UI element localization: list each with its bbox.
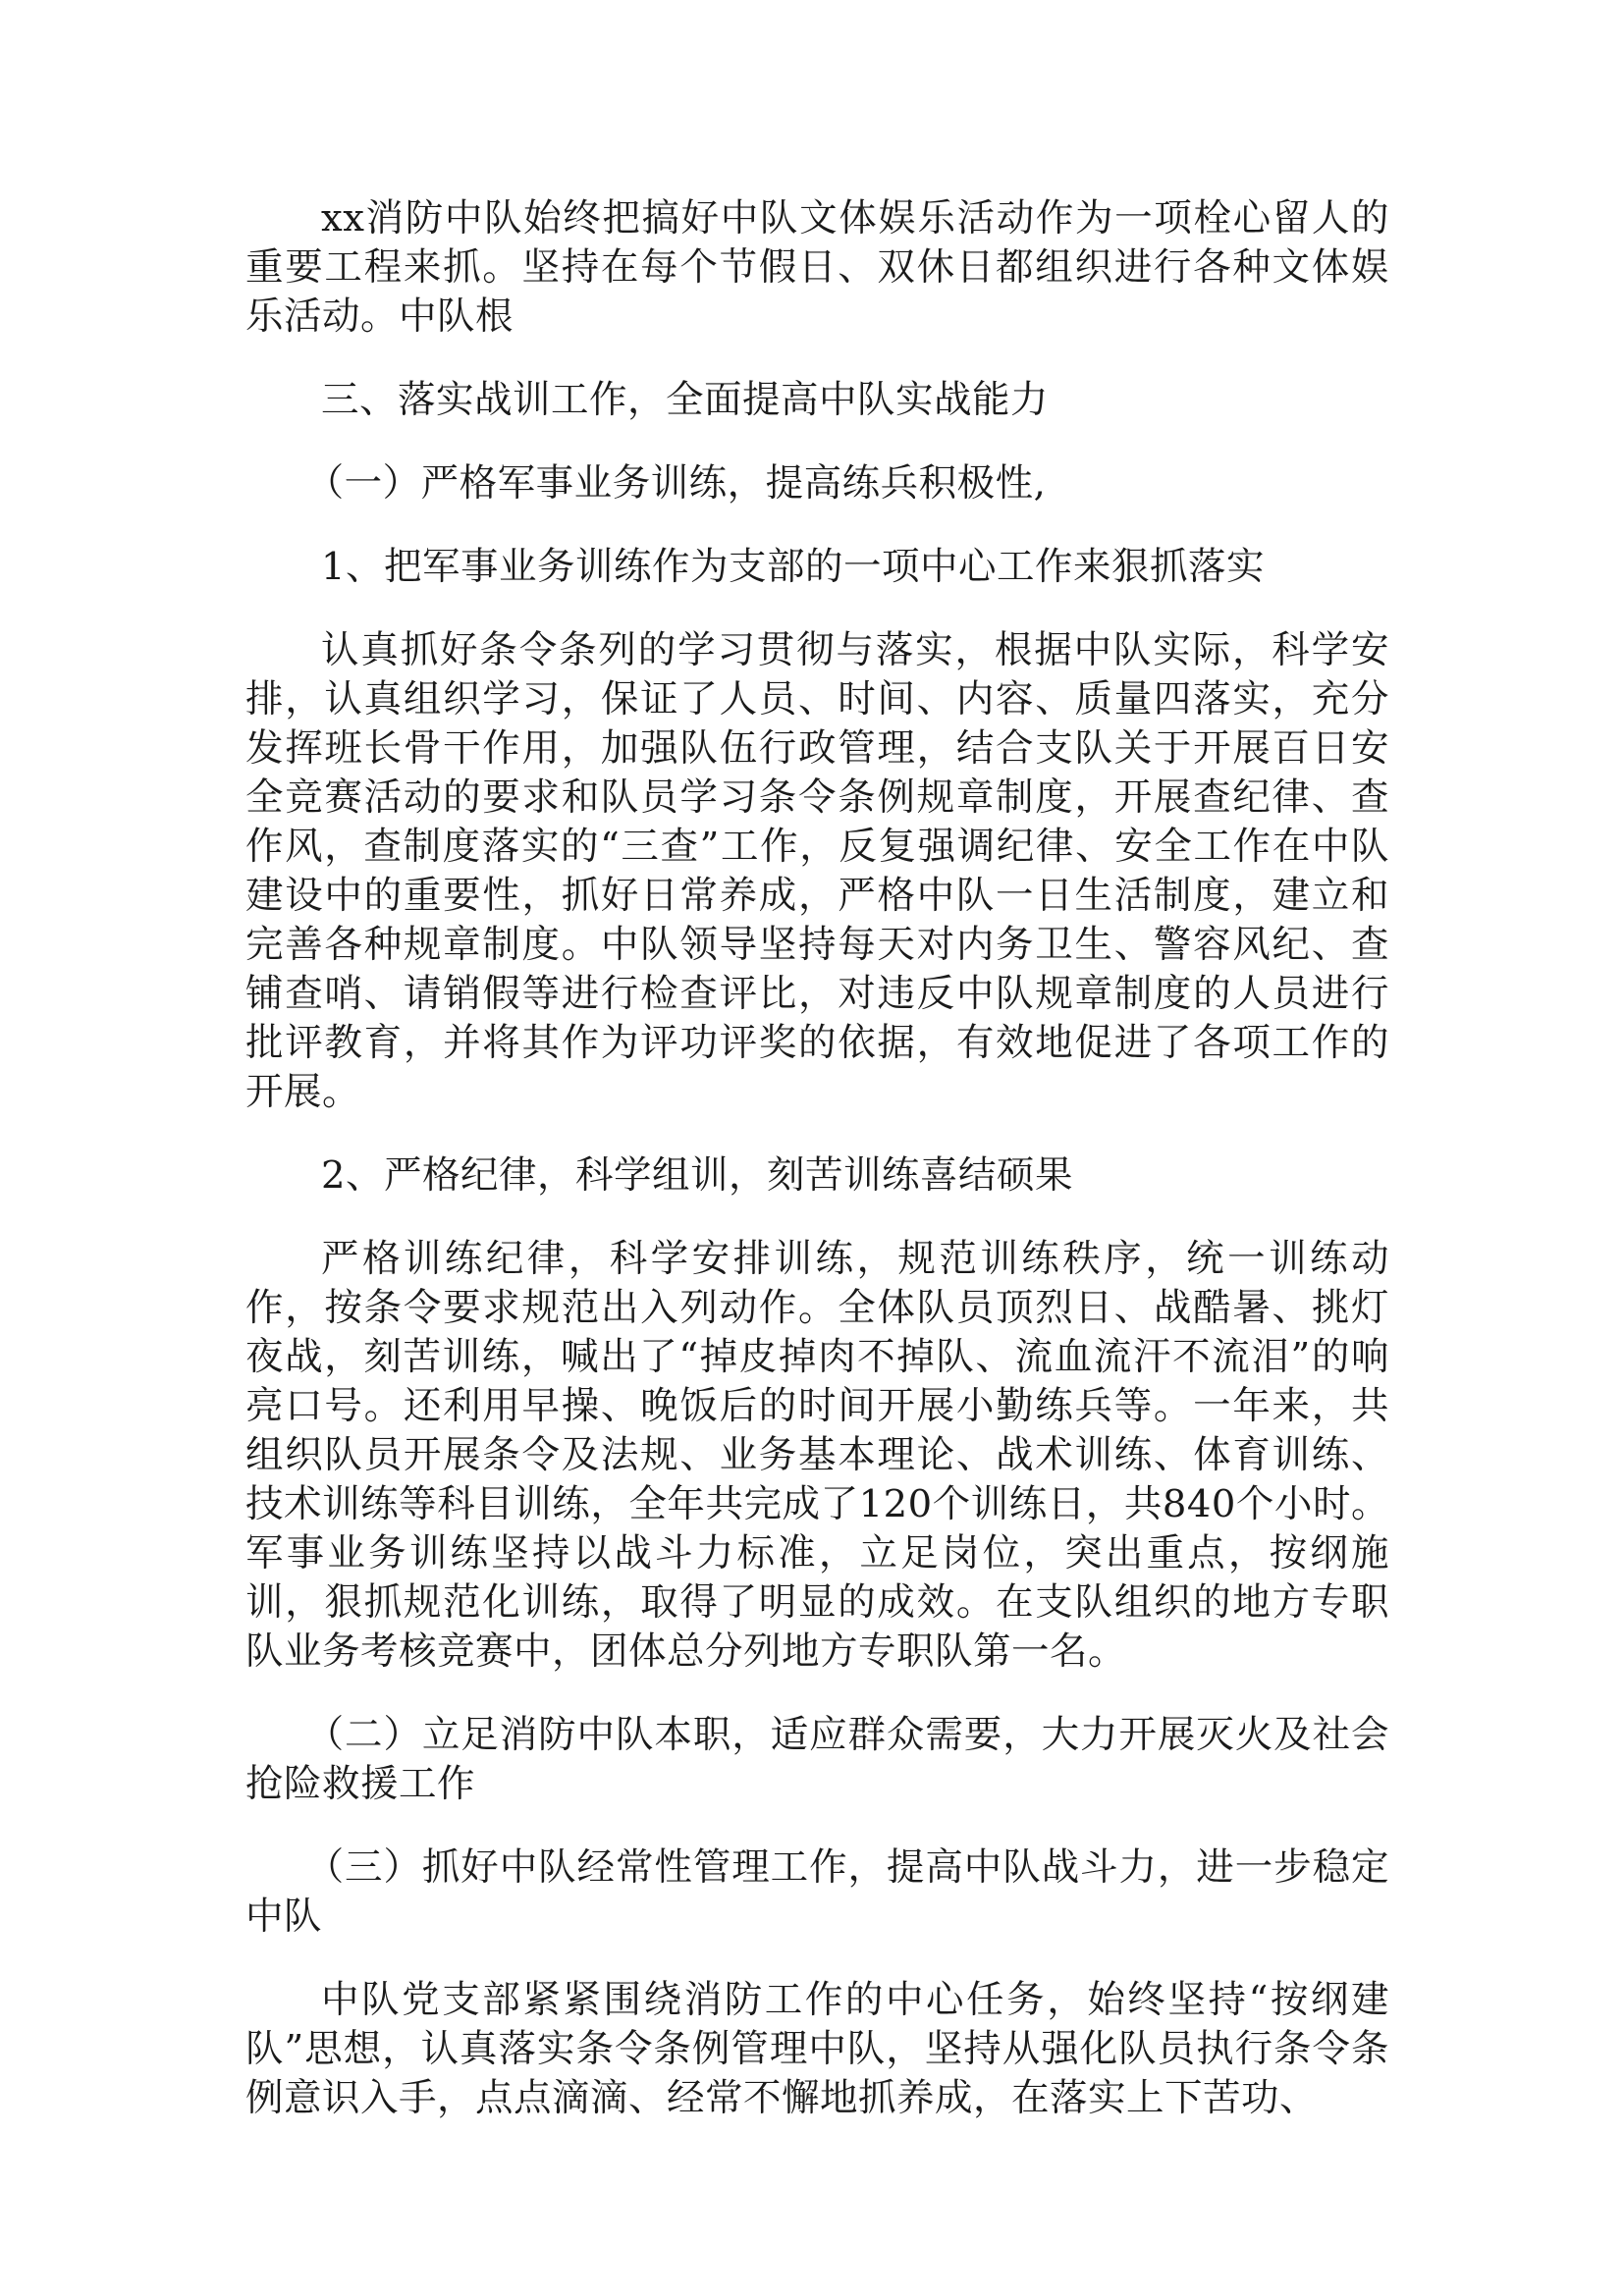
document-body — [245, 194, 1389, 2158]
item-heading-2: 2、严格纪律，科学组训，刻苦训练喜结硕果 — [321, 1153, 1073, 1198]
intro-paragraph: xx消防中队始终把搞好中队文体娱乐活动作为一项栓心留人的重要工程来抓。坚持在每个节假日、双休日都组织进行各种文体娱乐活动。中队根 — [245, 196, 1389, 339]
item-1-body-paragraph: 认真抓好条令条列的学习贯彻与落实，根据中队实际，科学安排，认真组织学习，保证了人员、时间、内容、质量四落实，充分发挥班长骨干作用，加强队伍行政管理，结合支队关于开展百日安全竞赛活动的要求和队员学习条令条例规章制度，开展查纪律、查作风，查制度落实的“三查”工作，反复强调纪律、安全工作在中队建设中的重要性，抓好日常养成，严格中队一日生活制度，建立和完善各种规章制度。中队领导坚持每天对内务卫生、警容风纪、查铺查哨、请销假等进行检查评比，对违反中队规章制度的人员进行批评教育，并将其作为评功评奖的依据，有效地促进了各项工作的开展。 — [245, 628, 1389, 1114]
section-heading-3: 三、落实战训工作，全面提高中队实战能力 — [321, 378, 1050, 422]
subsection-heading-1: （一）严格军事业务训练，提高练兵积极性, — [305, 461, 1047, 506]
item-2-body-paragraph: 严格训练纪律，科学安排训练，规范训练秩序，统一训练动作，按条令要求规范出入列动作。全体队员顶烈日、战酷暑、挑灯夜战，刻苦训练，喊出了“掉皮掉肉不掉队、流血流汗不流泪”的响亮口号。还利用早操、晚饭后的时间开展小勤练兵等。一年来，共组织队员开展条令及法规、业务基本理论、战术训练、体育训练、技术训练等科目训练，全年共完成了120个训练日，共840个小时。军事业务训练坚持以战斗力标准，立足岗位，突出重点，按纲施训，狠抓规范化训练，取得了明显的成效。在支队组织的地方专职队业务考核竞赛中，团体总分列地方专职队第一名。 — [245, 1237, 1389, 1674]
subsection-heading-3: （三）抓好中队经常性管理工作，提高中队战斗力，进一步稳定中队 — [245, 1845, 1389, 1939]
subsection-heading-2: （二）立足消防中队本职，适应群众需要，大力开展灭火及社会抢险救援工作 — [245, 1713, 1389, 1806]
subsection-3-body-paragraph: 中队党支部紧紧围绕消防工作的中心任务，始终坚持“按纲建队”思想，认真落实条令条例管理中队，坚持从强化队员执行条令条例意识入手，点点滴滴、经常不懈地抓养成，在落实上下苦功、 — [245, 1978, 1389, 2120]
item-heading-1: 1、把军事业务训练作为支部的一项中心工作来狠抓落实 — [321, 545, 1265, 589]
